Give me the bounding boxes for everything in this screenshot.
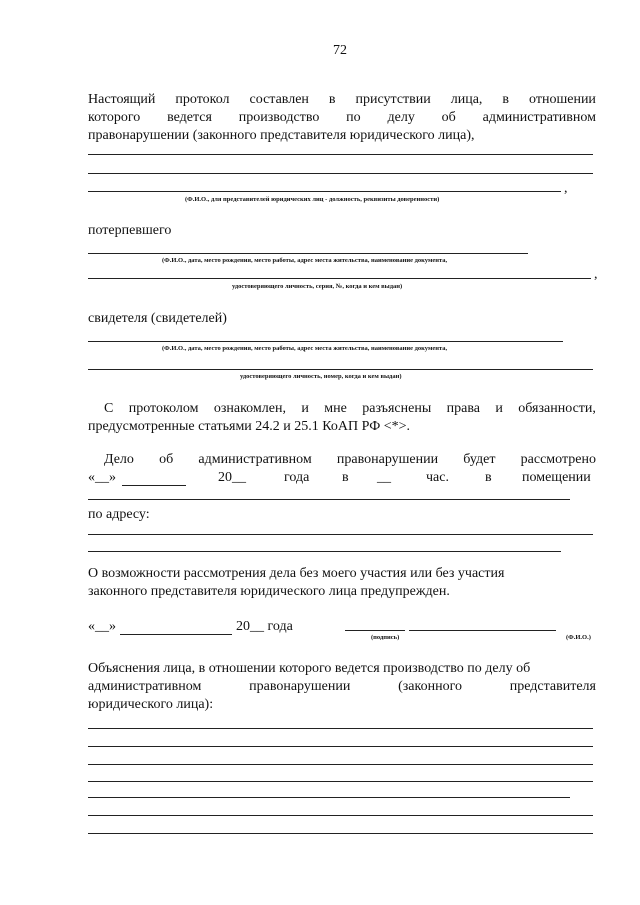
word: рассмотрено [520,452,596,467]
comma: , [564,181,568,196]
word: отношении [529,92,596,107]
sign-month-field[interactable] [120,634,232,635]
witness-label: свидетеля (свидетелей) [88,311,227,326]
fill-line[interactable] [88,278,591,279]
name-field[interactable] [409,630,556,631]
hearing-year[interactable]: 20__ [218,470,246,485]
word: правонарушении [336,452,439,467]
paragraph-1-line-2 [88,109,596,127]
word: об [159,452,174,467]
month-field[interactable] [122,485,186,486]
word: которого [88,110,141,125]
word: будет [463,452,496,467]
word: и [301,401,309,416]
ack-line-2: предусмотренные статьями 24.2 и 25.1 КоАП РФ <*>. [88,419,411,434]
word: лица, [450,92,483,107]
ack-line-1 [104,400,596,418]
caption-witness-b: удостоверяющего личность, номер, когда и кем выдан) [240,373,402,380]
hearing-year-word: года [284,470,310,485]
word: Настоящий [88,92,156,107]
notice-line-2: законного представителя юридического лица предупрежден. [88,584,450,599]
hearing-room: помещении [522,470,591,485]
word: составлен [249,92,309,107]
sign-date-open[interactable]: «__» [88,619,116,634]
fill-line[interactable] [88,764,593,765]
word: об [441,110,456,125]
fill-line[interactable] [88,833,593,834]
explanation-line-1: Объяснения лица, в отношении которого ведется производство по делу об [88,661,531,676]
word: ознакомлен, [213,401,286,416]
word: и [495,401,503,416]
fill-line[interactable] [88,797,570,798]
word: присутствии [355,92,431,107]
word: ведется [167,110,212,125]
word: мне [324,401,347,416]
comma: , [594,267,598,282]
paragraph-1-line-1 [88,91,596,109]
word: Дело [104,452,134,467]
paragraph-1-line-3: правонарушении (законного представителя юридического лица), [88,128,475,143]
hearing-date-open[interactable]: «__» [88,470,116,485]
sign-caption: (подпись) [371,634,400,641]
fill-line[interactable] [88,728,593,729]
hearing-hours-blank[interactable]: __ [377,470,391,485]
word: производство [238,110,320,125]
word: разъяснены [362,401,432,416]
caption-victim-a: (Ф.И.О., дата, место рождения, место работы, адрес места жительства, наименование документа, [162,257,448,264]
victim-label: потерпевшего [88,223,172,238]
word: обязанности, [518,401,596,416]
hearing-in2: в [485,470,492,485]
name-caption: (Ф.И.О.) [566,634,591,641]
word: делу [387,110,415,125]
fill-line[interactable] [88,781,593,782]
fill-line[interactable] [88,154,593,155]
fill-line[interactable] [88,173,593,174]
caption-person: (Ф.И.О., для представителей юридических лиц - должность, реквизиты доверенности) [185,196,440,203]
word: протокол [175,92,230,107]
notice-line-1: О возможности рассмотрения дела без моего участия или без участия [88,566,505,581]
fill-line[interactable] [88,341,563,342]
explanation-line-3: юридического лица): [88,697,214,712]
sign-year[interactable]: 20__ года [236,619,293,634]
address-label: по адресу: [88,507,150,522]
word: в [502,92,510,107]
word: по [346,110,361,125]
explanation-line-2 [88,678,596,696]
word: правонарушении [249,679,351,694]
page-number: 72 [333,43,347,58]
hearing-in: в [342,470,349,485]
word: административном [88,679,202,694]
caption-victim-b: удостоверяющего личность, серия, №, когда и кем выдан) [232,283,403,290]
caption-witness-a: (Ф.И.О., дата, место рождения, место работы, адрес места жительства, наименование документа, [162,345,448,352]
word: (законного [398,679,462,694]
word: в [328,92,336,107]
word: представителя [509,679,596,694]
fill-line[interactable] [88,369,593,370]
word: протоколом [128,401,199,416]
fill-line[interactable] [88,499,570,500]
fill-line[interactable] [88,746,593,747]
fill-line[interactable] [88,191,561,192]
hearing-line-1 [104,451,596,469]
signature-field[interactable] [345,630,405,631]
fill-line[interactable] [88,253,528,254]
fill-line[interactable] [88,815,593,816]
word: административном [482,110,596,125]
hearing-hours: час. [426,470,449,485]
fill-line[interactable] [88,534,593,535]
fill-line[interactable] [88,551,561,552]
word: С [104,401,114,416]
word: права [446,401,480,416]
word: административном [198,452,312,467]
